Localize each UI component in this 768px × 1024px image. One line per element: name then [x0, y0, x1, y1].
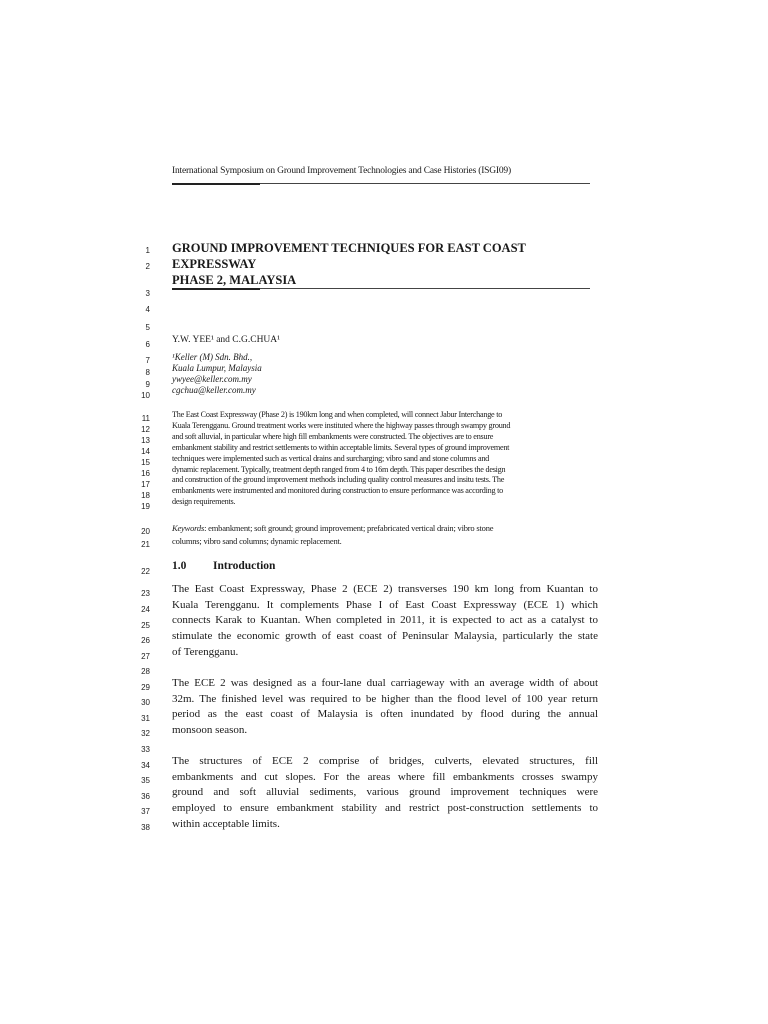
- body-line: monsoon season.: [172, 723, 248, 736]
- affiliation: [172, 352, 262, 396]
- body-line: ground and soft alluvial sediments, various ground improvement techniques were: [172, 786, 598, 799]
- section-number: 1.0: [172, 560, 187, 572]
- line-number: 20: [141, 527, 150, 536]
- header-rule: [172, 183, 590, 184]
- body-line: period as the east coast of Malaysia is often inundated by flood during the annual: [172, 708, 598, 721]
- line-number: 8: [145, 368, 150, 377]
- line-number: 5: [145, 323, 150, 332]
- section-heading: [172, 560, 275, 572]
- line-number: 13: [141, 436, 150, 445]
- line-number: 4: [145, 305, 150, 314]
- keywords: [172, 522, 493, 548]
- body-line: The East Coast Expressway, Phase 2 (ECE 2) transverses 190 km long from Kuantan to: [172, 583, 598, 595]
- body-paragraph: [172, 676, 598, 739]
- abstract-line: techniques were implemented such as vertical drains and surcharging; vibro sand and stone columns and: [172, 453, 490, 463]
- line-number: 21: [141, 540, 150, 549]
- line-number: 35: [141, 776, 150, 785]
- line-number: 27: [141, 652, 150, 661]
- line-number: 29: [141, 683, 150, 692]
- title-rule: [172, 288, 590, 289]
- body-paragraph: [172, 582, 598, 660]
- line-number: 15: [141, 458, 150, 467]
- keywords-line: [172, 522, 493, 535]
- body-line: The ECE 2 was designed as a four-lane dual carriageway with an average width of about: [172, 677, 598, 689]
- line-number: 17: [141, 480, 150, 489]
- line-number: 38: [141, 823, 150, 832]
- abstract-line: dynamic replacement. Typically, treatment depth ranged from 4 to 16m depth. This paper describes the design: [172, 464, 506, 474]
- affiliation-line: ¹Keller (M) Sdn. Bhd.,: [172, 352, 253, 362]
- body-line: of Terengganu.: [172, 645, 239, 658]
- keywords-line: columns; vibro sand columns; dynamic replacement.: [172, 536, 342, 546]
- abstract-line: and construction of the ground improvement methods including quality control measures and insitu tests. The: [172, 475, 505, 485]
- title-line: PHASE 2, MALAYSIA: [172, 273, 297, 287]
- line-number: 23: [141, 589, 150, 598]
- keywords-text: : embankment; soft ground; ground improvement; prefabricated vertical drain; vibro stone: [204, 523, 494, 533]
- line-number: 18: [141, 491, 150, 500]
- affiliation-line: Kuala Lumpur, Malaysia: [172, 363, 262, 373]
- body-line: 32m. The finished level was required to be higher than the flood level of 100 year return: [172, 692, 598, 705]
- line-number: 7: [145, 356, 150, 365]
- abstract: [172, 410, 592, 508]
- body-line: Kuala Terengganu. It complements Phase I of East Coast Expressway (ECE 1) which: [172, 598, 598, 611]
- abstract-line: design requirements.: [172, 497, 236, 507]
- line-number: 37: [141, 807, 150, 816]
- line-number: 6: [145, 340, 150, 349]
- line-number: 9: [145, 380, 150, 389]
- line-number: 34: [141, 761, 150, 770]
- line-number: 26: [141, 636, 150, 645]
- abstract-line: embankments were instrumented and monitored during construction to ensure performance was according to: [172, 486, 504, 496]
- line-number: 3: [145, 289, 150, 298]
- author-email[interactable]: ywyee@keller.com.my: [172, 374, 252, 384]
- line-number: 25: [141, 621, 150, 630]
- body-paragraph: [172, 754, 598, 832]
- title-line: GROUND IMPROVEMENT TECHNIQUES FOR EAST COAST EXPRESSWAY: [172, 241, 526, 271]
- line-number: 19: [141, 502, 150, 511]
- body-line: within acceptable limits.: [172, 817, 280, 830]
- line-number: 12: [141, 425, 150, 434]
- paper-title: [172, 240, 612, 288]
- line-number: 24: [141, 605, 150, 614]
- line-number: 36: [141, 792, 150, 801]
- line-number: 32: [141, 729, 150, 738]
- line-number: 31: [141, 714, 150, 723]
- line-number: 2: [145, 262, 150, 271]
- body-line: stimulate the economic growth of east coast of Peninsular Malaysia, particularly the state: [172, 629, 598, 642]
- line-number: 30: [141, 698, 150, 707]
- line-number: 1: [145, 246, 150, 255]
- line-number: 11: [141, 414, 150, 423]
- abstract-line: embankment stability and restrict settlements to within acceptable limits. Several types of ground improvement: [172, 442, 510, 452]
- line-number: 22: [141, 567, 150, 576]
- body-line: The structures of ECE 2 comprise of bridges, culverts, elevated structures, fill: [172, 755, 598, 767]
- running-header: International Symposium on Ground Improvement Technologies and Case Histories (ISGI09): [172, 166, 511, 176]
- line-number: 28: [141, 667, 150, 676]
- keywords-label: Keywords: [172, 523, 205, 533]
- body-line: employed to ensure embankment stability and restrict post-construction settlements to: [172, 801, 598, 814]
- abstract-line: The East Coast Expressway (Phase 2) is 190km long and when completed, will connect Jabur Interchange to: [172, 410, 503, 419]
- abstract-line: and soft alluvial, in particular where high fill embankments were constructed. The objectives are to ensure: [172, 431, 494, 441]
- abstract-line: Kuala Terengganu. Ground treatment works were instituted where the highway passes through swampy ground: [172, 420, 511, 430]
- body-line: embankments and cut slopes. For the areas where fill embankments crosses swampy: [172, 770, 598, 783]
- line-number: 10: [141, 391, 150, 400]
- body-line: connects Karak to Kuantan. When completed in 2011, it is expected to act as a catalyst to: [172, 614, 598, 627]
- line-number: 16: [141, 469, 150, 478]
- line-number: 14: [141, 447, 150, 456]
- section-title: Introduction: [213, 560, 276, 572]
- author-list: Y.W. YEE¹ and C.G.CHUA¹: [172, 335, 280, 345]
- line-number: 33: [141, 745, 150, 754]
- author-email[interactable]: cgchua@keller.com.my: [172, 385, 256, 395]
